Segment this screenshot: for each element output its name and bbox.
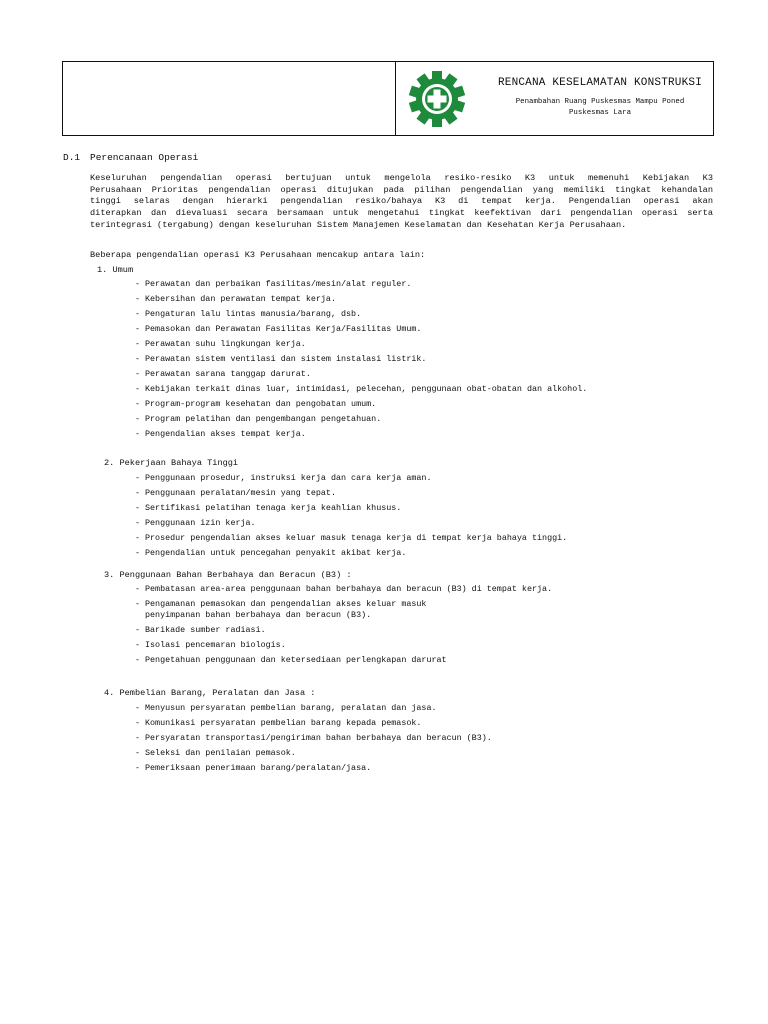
list-item: - Isolasi pencemaran biologis. — [135, 640, 286, 650]
document-title: RENCANA KESELAMATAN KONSTRUKSI — [497, 77, 703, 89]
group-list-bahan-b3 — [135, 584, 552, 670]
list-item: - Kebersihan dan perawatan tempat kerja. — [135, 294, 336, 304]
list-item: - Seleksi dan penilaian pemasok. — [135, 748, 296, 758]
group-title-pekerjaan-bahaya-tinggi: 2. Pekerjaan Bahaya Tinggi — [104, 458, 239, 468]
subtitle-line-1: Penambahan Ruang Puskesmas Mampu Poned — [515, 98, 685, 106]
list-item: - Perawatan dan perbaikan fasilitas/mesin/alat reguler. — [135, 279, 412, 289]
paragraph-line: Keseluruhan pengendalian operasi bertujuan untuk mengelola resiko-resiko K3 untuk memenuhi Kebijakan K3 — [90, 173, 713, 183]
paragraph-line: diterapkan dan dievaluasi secara bersamaan untuk mengetahui tingkat keefektivan dari pengendalian operasi serta — [90, 208, 713, 219]
list-item: - Pemeriksaan penerimaan barang/peralatan/jasa. — [135, 763, 372, 773]
subtitle-line-2: Puskesmas Lara — [568, 109, 632, 117]
intro-paragraph — [90, 173, 713, 231]
list-item: - Persyaratan transportasi/pengiriman bahan berbahaya dan beracun (B3). — [135, 733, 492, 743]
list-item: - Penggunaan peralatan/mesin yang tepat. — [135, 488, 336, 498]
section-title: Perencanaan Operasi — [90, 152, 199, 163]
paragraph-line: Perusahaan Prioritas pengendalian operasi ditujukan pada pilihan pengendalian yang memiliki tingkat kehandalan — [90, 184, 713, 195]
list-item: - Pengetahuan penggunaan dan ketersediaan perlengkapan darurat — [135, 655, 447, 665]
group-list-pekerjaan-bahaya-tinggi — [135, 473, 567, 563]
list-item: - Program pelatihan dan pengembangan pengetahuan. — [135, 414, 382, 424]
list-item: - Pengendalian akses tempat kerja. — [135, 429, 306, 439]
paragraph-line: tinggi selaras dengan hierarki pengendalian resiko/bahaya K3 di tempat kerja. Pengendalian operasi akan — [90, 196, 713, 207]
list-item: - Perawatan sistem ventilasi dan sistem instalasi listrik. — [135, 354, 427, 364]
list-item: - Pengendalian untuk pencegahan penyakit akibat kerja. — [135, 548, 407, 558]
list-item: - Program-program kesehatan dan pengobatan umum. — [135, 399, 377, 409]
list-intro: Beberapa pengendalian operasi K3 Perusahaan mencakup antara lain: — [90, 250, 426, 260]
paragraph-line: terintegrasi (tergabung) dengan keseluruhan Sistem Manajemen Keselamatan dan Kesehatan Kerja Perusahaan. — [90, 219, 627, 230]
list-item: - Sertifikasi pelatihan tenaga kerja keahlian khusus. — [135, 503, 402, 513]
group-list-umum — [135, 279, 587, 444]
list-item: - Penggunaan izin kerja. — [135, 518, 256, 528]
k3-gear-cross-icon — [408, 70, 466, 128]
list-item: - Prosedur pengendalian akses keluar masuk tenaga kerja di tempat kerja bahaya tinggi. — [135, 533, 568, 543]
group-title-umum: 1. Umum — [97, 265, 134, 275]
list-item: - Penggunaan prosedur, instruksi kerja dan cara kerja aman. — [135, 473, 432, 483]
document-header — [62, 61, 714, 136]
list-item: - Pengamanan pemasokan dan pengendalian akses keluar masuk penyimpanan bahan berbahaya dan beracun (B3). — [135, 599, 427, 620]
list-item: - Menyusun persyaratan pembelian barang, peralatan dan jasa. — [135, 703, 437, 713]
header-left-cell — [63, 62, 396, 135]
list-item: - Perawatan sarana tanggap darurat. — [135, 369, 311, 379]
list-item: - Pemasokan dan Perawatan Fasilitas Kerja/Fasilitas Umum. — [135, 324, 422, 334]
list-item: - Pembatasan area-area penggunaan bahan berbahaya dan beracun (B3) di tempat kerja. — [135, 584, 553, 594]
list-item: - Komunikasi persyaratan pembelian barang kepada pemasok. — [135, 718, 422, 728]
document-subtitle — [495, 97, 705, 119]
list-item: - Barikade sumber radiasi. — [135, 625, 266, 635]
section-number: D.1 — [63, 152, 81, 163]
list-item: - Perawatan suhu lingkungan kerja. — [135, 339, 306, 349]
list-item: - Kebijakan terkait dinas luar, intimidasi, pelecehan, penggunaan obat-obatan dan alkohol. — [135, 384, 588, 394]
list-item: - Pengaturan lalu lintas manusia/barang, dsb. — [135, 309, 362, 319]
group-title-bahan-b3: 3. Penggunaan Bahan Berbahaya dan Beracun (B3) : — [104, 570, 352, 580]
section-heading — [63, 152, 198, 163]
group-list-pembelian — [135, 703, 492, 778]
group-title-pembelian: 4. Pembelian Barang, Peralatan dan Jasa : — [104, 688, 316, 698]
